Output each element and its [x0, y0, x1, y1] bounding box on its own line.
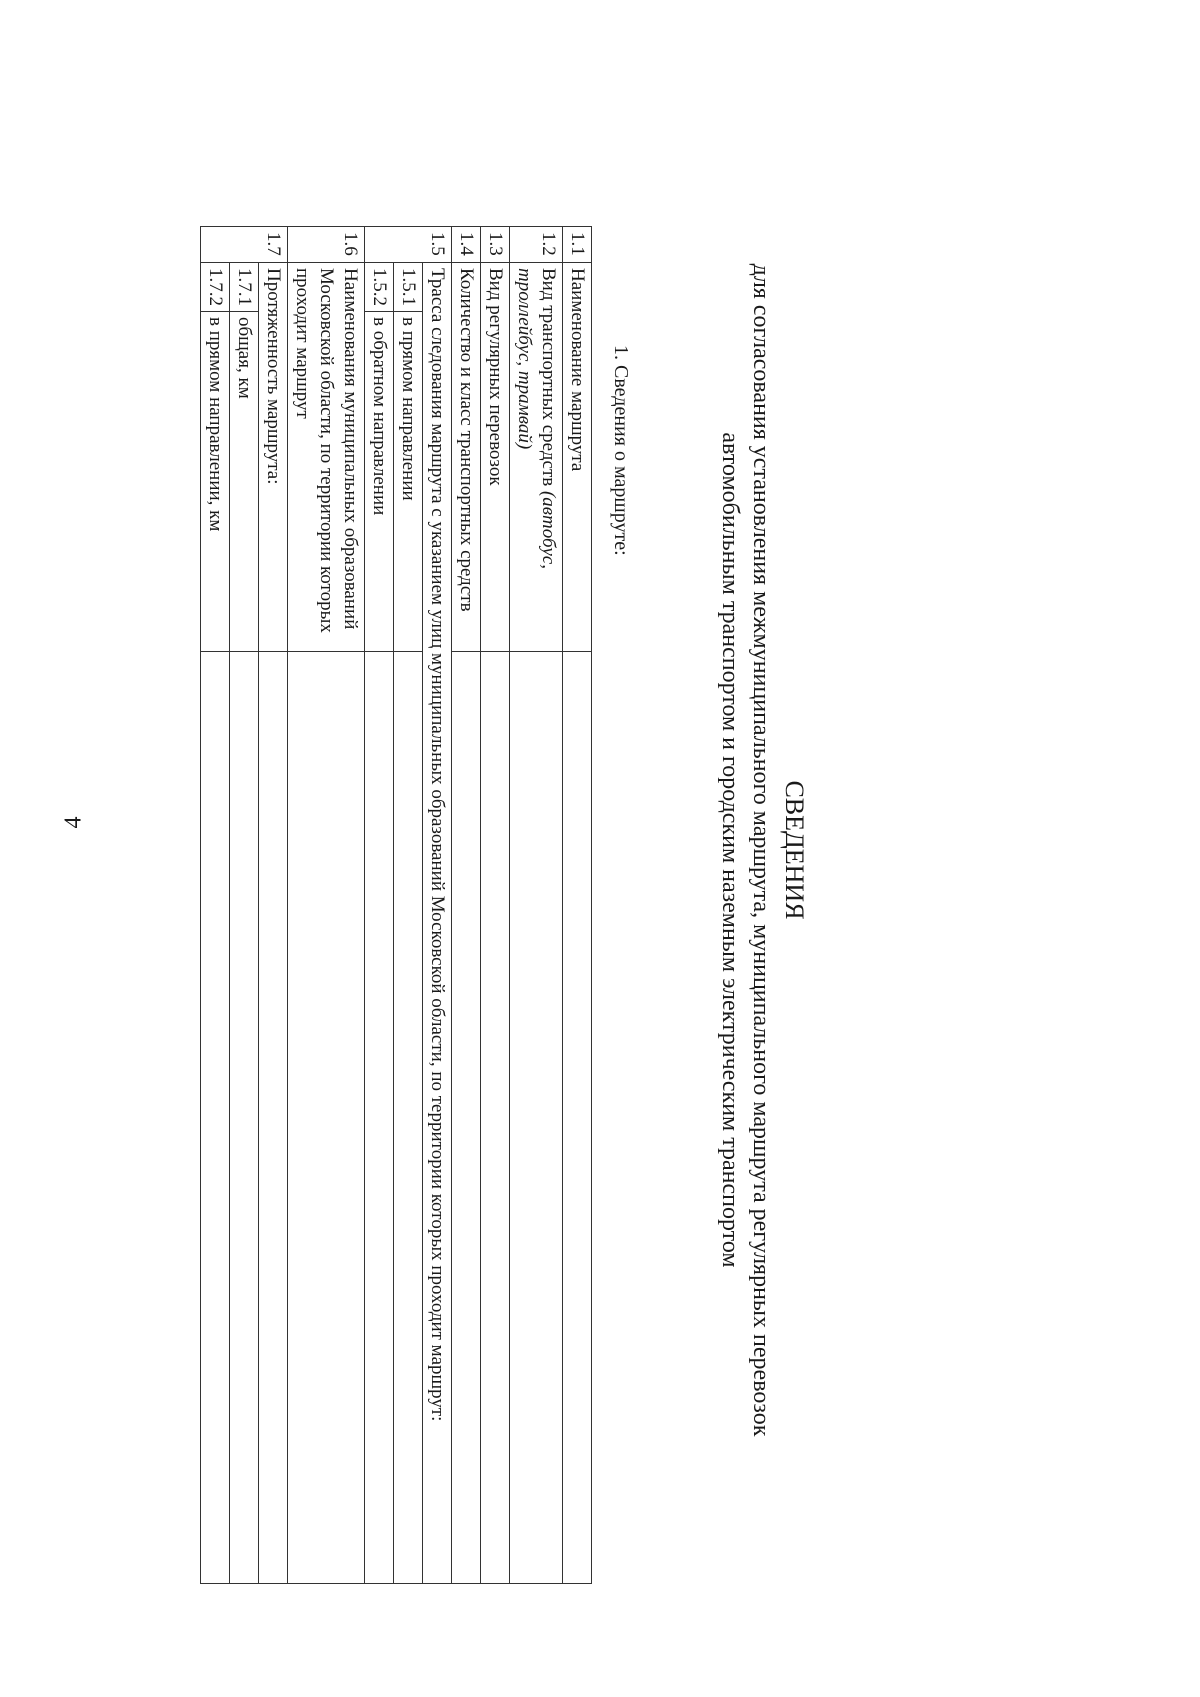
- value-cell: [510, 652, 563, 1584]
- row-subnumber: 1.5.2: [365, 263, 394, 312]
- table-row: [365, 227, 394, 1584]
- row-label: Трасса следования маршрута с указанием улиц муниципальных образований Московской области, по территории которых проходит маршрут:: [423, 263, 452, 1584]
- row-label: Протяженность маршрута:: [259, 263, 288, 652]
- table-row: [259, 227, 288, 1584]
- row-label: Наименования муниципальных образований Московской области, по территории которых проходит маршрут: [288, 263, 365, 652]
- row-label: общая, км: [230, 312, 259, 652]
- row-label: в прямом направлении, км: [201, 312, 230, 652]
- row-number: 1.3: [481, 227, 510, 263]
- value-cell: [288, 652, 365, 1584]
- row-label: Вид регулярных перевозок: [481, 263, 510, 652]
- table-row: [510, 227, 563, 1584]
- label-text: Вид транспортных средств: [538, 268, 559, 491]
- row-label: в прямом направлении: [394, 312, 423, 652]
- row-label: Количество и класс транспортных средств: [452, 263, 481, 652]
- row-number: 1.5: [365, 227, 452, 263]
- row-number: 1.6: [288, 227, 365, 263]
- table-row: [394, 227, 423, 1584]
- table-row: [423, 227, 452, 1584]
- subtitle-line-2: автомобильным транспортом и городским наземным электрическим транспортом: [717, 432, 743, 1268]
- value-cell: [394, 652, 423, 1584]
- table-row: [201, 227, 230, 1584]
- row-subnumber: 1.5.1: [394, 263, 423, 312]
- label-italic-text: (автобус, троллейбус, трамвай): [514, 268, 559, 569]
- document-subtitle: [714, 40, 776, 1660]
- table-row: [481, 227, 510, 1584]
- value-cell: [563, 652, 592, 1584]
- row-subnumber: 1.7.2: [201, 263, 230, 312]
- document-sheet: [40, 40, 1080, 1660]
- row-label: Наименование маршрута: [563, 263, 592, 652]
- table-row: [452, 227, 481, 1584]
- value-cell: [201, 652, 230, 1584]
- table-row: [563, 227, 592, 1584]
- row-label: в обратном направлении: [365, 312, 394, 652]
- section-heading: 1. Сведения о маршруте:: [610, 345, 632, 556]
- row-number: 1.1: [563, 227, 592, 263]
- value-cell: [452, 652, 481, 1584]
- table-row: [230, 227, 259, 1584]
- row-number: 1.7: [201, 227, 288, 263]
- row-number: 1.4: [452, 227, 481, 263]
- value-cell: [230, 652, 259, 1584]
- page-number: 4: [60, 816, 87, 829]
- row-number: 1.2: [510, 227, 563, 263]
- document-title: СВЕДЕНИЯ: [780, 780, 809, 920]
- table-row: [288, 227, 365, 1584]
- route-info-table: [200, 226, 592, 1584]
- value-cell: [365, 652, 394, 1584]
- value-cell: [481, 652, 510, 1584]
- value-cell: [259, 652, 288, 1584]
- row-label: [510, 263, 563, 652]
- subtitle-line-1: для согласования установления межмуниципального маршрута, муниципального маршрута регулярных перевозок: [748, 263, 774, 1437]
- row-subnumber: 1.7.1: [230, 263, 259, 312]
